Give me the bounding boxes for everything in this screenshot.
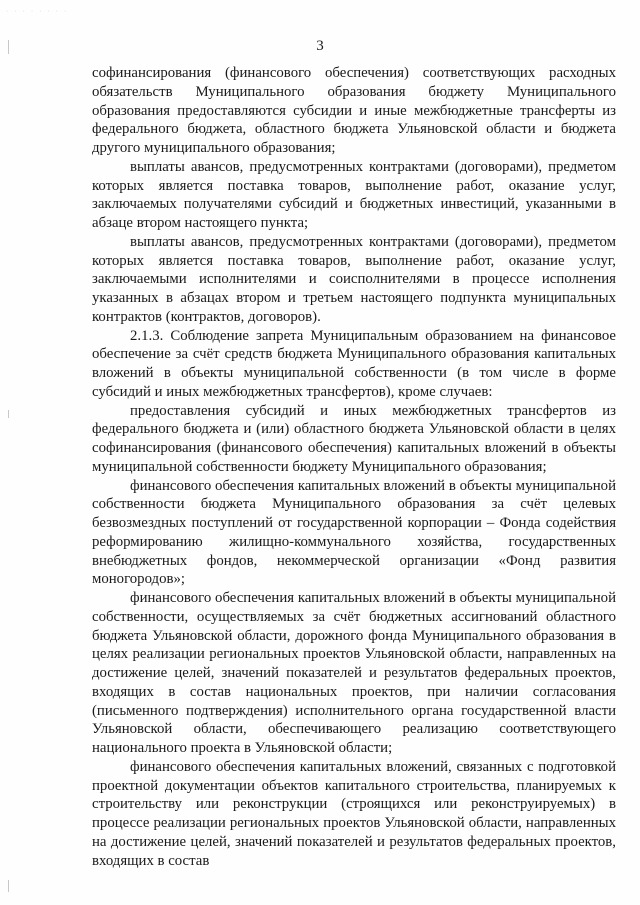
paragraph: софинансирования (финансового обеспечения) соответствующих расходных обязательств Муниципального образования бюджету Муниципального образования предоставляются субсидии и иные межбюджетные трансферты из федерального бюджета, областного бюджета Ульяновской области и бюджета другого муниципального образования; <box>92 65 616 156</box>
paragraph: финансового обеспечения капитальных вложений, связанных с подготовкой проектной документации объектов капитального строительства, планируемых к строительству или реконструкции (строящихся или реконструируемых) в процессе реализации региональных проектов Ульяновской области, направленных на достижение целей, значений показателей и результатов федеральных проектов, входящих в состав <box>92 758 616 869</box>
paragraph: предоставления субсидий и иных межбюджетных трансфертов из федерального бюджета и (или) областного бюджета Ульяновской области в целях софинансирования (финансового обеспечения) капитальных вложений в объекты муниципальной собственности бюджету Муниципального образования; <box>92 402 616 475</box>
page-number: 3 <box>316 38 324 54</box>
paragraph: выплаты авансов, предусмотренных контрактами (договорами), предметом которых является поставка товаров, выполнение работ, оказание услуг, заключаемых получателями субсидий и бюджетных инвестиций, указанными в абзаце втором настоящего пункта; <box>92 158 616 231</box>
paragraph: финансового обеспечения капитальных вложений в объекты муниципальной собственности бюджета Муниципального образования за счёт целевых безвозмездных поступлений от государственной корпорации – Фонда содействия реформированию жилищно-коммунального хозяйства, государственных внебюджетных фондов, некоммерческой организации «Фонд развития моногородов»; <box>92 477 616 588</box>
paragraph: 2.1.3. Соблюдение запрета Муниципальным образованием на финансовое обеспечение за счёт средств бюджета Муниципального образования капитальных вложений в объекты муниципальной собственности (в том числе в форме субсидий и иных межбюджетных трансфертов), кроме случаев: <box>92 327 616 400</box>
body-text <box>92 64 616 870</box>
binding-mark <box>8 880 9 892</box>
binding-mark <box>8 410 9 418</box>
scan-artifact: · · · · · · · · <box>6 8 69 15</box>
paragraph: выплаты авансов, предусмотренных контрактами (договорами), предметом которых является поставка товаров, выполнение работ, оказание услуг, заключаемыми исполнителями и соисполнителями в процессе исполнения указанных в абзацах втором и третьем настоящего подпункта муниципальных контрактов (контрактов, договоров). <box>92 233 616 325</box>
paragraph: финансового обеспечения капитальных вложений в объекты муниципальной собственности, осуществляемых за счёт бюджетных ассигнований областного бюджета Ульяновской области, дорожного фонда Муниципального образования в целях реализации региональных проектов Ульяновской области, направленных на достижение целей, значений показателей и результатов федеральных проектов, входящих в состав национальных проектов, при наличии согласования (письменного подтверждения) исполнительного органа государственной власти Ульяновской области, обеспечивающего реализацию соответствующего национального проекта в Ульяновской области; <box>92 590 616 756</box>
